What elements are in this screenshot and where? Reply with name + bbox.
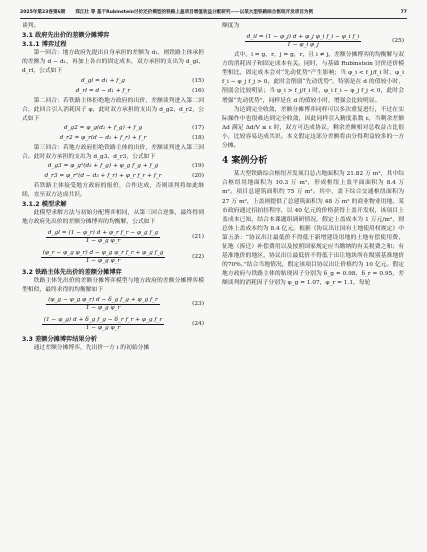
paragraph: 此模型求解方法与初始分配博弈相同，从第三回合逆推，最终得到地方政府先出价的差额分摊博弈的均衡解，公式如下: [22, 210, 204, 226]
paragraph: 第三回合：若地方政府拒绝铁路主体的出价，差额谈判进入第三回合。此时双方承担的支出为 d_g3、d_r3，公式如下: [22, 144, 204, 160]
equation-25: $\frac{\text{d\_il = (1 − φ\_j) d + φ\_j φ\_i f\_i − φ\_i f\_i}}{\text{1 − φ\_i φ\_j}}$ (25): [246, 33, 404, 48]
paragraph: 第一回合：地方政府先提出自身承担的差额为 d₁，则铁路主体承担的差额为 d − d₁，再加上各自的固定成本，双方承担的支出为 d_gl、d_rl，公式如下: [22, 50, 204, 75]
equation-22: $\frac{\text{(φ\_r − φ\_g φ\_r) d − φ\_g φ\_r f\_r + φ\_g f\_g}}{\text{1 − φ\_g φ\_r}}$ (22): [42, 250, 204, 264]
section-heading-3-2: 3.2 铁路主体先出价的差额分摊博弈: [22, 268, 122, 276]
paragraph: 某大型铁路综合枢纽开发项目总占地面积为 21.82 万 m²，其中综合枢纽用地面积为 10.3 万 m²，形成枢纽上盖平面面积为 8.4 万 m²。项目总建筑面积约 75 万 m²。其中，盖下综合交通枢纽面积为 27 万 m²，上盖则提供了总建筑面积为 48 万 m² 的商业物业用地。某市政府通过招拍挂程序，以 40 亿元的价格获得上盖开发权，该项目上盖成本已知，结合本课题组调研情况，假定上盖成本为 1 万元/m²，则总体上盖成本约为 8.4 亿元。根据《协议出让国有土地使用权规定》中第五条：“协议出让最低价不得低于新增建设用地的土地有偿使用费、征地（拆迁）补偿费用以及按照国家规定应当缴纳的有关税费之和；有基准地价的地区，协议出让最低价不得低于出让地块所在级别基准地价的70%。”结合当地情况，假定该项目协议出让价格约为 10 亿元。假定地方政府与铁路主体的贴现因子分别为 δ_g = 0.98，δ_r = 0.95，差额谈判的消耗因子分别为 φ_g = 1.07，φ_r = 1.1，每轮: [222, 171, 404, 287]
section-heading-3-1: 3.1 政府先出价的差额分摊博弈: [22, 32, 110, 40]
equation-17: d_g2 = φ_g(d₂ + f_g) + f_g (17): [63, 125, 204, 132]
paragraph: 若铁路主体接受地方政府的报价，合作达成，否则谈判将如此继续，直至双方达成共识。: [22, 183, 204, 199]
section-heading-4: 4 案例分析: [222, 156, 268, 167]
equation-16: d_rl = d − d₁ + f_r (16): [75, 88, 204, 95]
paragraph: 式中，i = g，r，j = g，r，且 i ≠ j。差额分摊博弈的均衡解与双方的消耗因子和固定成本有关。同时，与基础 Rubinstein 讨价还价模型相比，固定成本会对“先动优势”产生影响；当 φ_i < f_j/f_i 时，φ_i f_i − φ_j f_j > 0，此时会削弱“先动优势”，特别是在 d 的值较小时，削弱会比较明显；当 φ_i > f_j/f_i 时，φ_i f_i − φ_j f_j < 0，此时会增强“先动优势”，同样是在 d 的值较小时，增强会比较明显。: [222, 52, 404, 104]
paragraph: 额度为: [222, 23, 240, 29]
equation-21: $\frac{\text{d\_gl = (1 − φ\_r) d + φ\_r f\_r − φ\_g f\_g}}{\text{1 − φ\_g φ\_r}}$ (21): [47, 230, 204, 244]
section-heading-3-1-1: 3.1.1 博弈过程: [22, 41, 67, 49]
running-header: [20, 6, 407, 18]
equation-18: d_r2 = φ_r(d − d₂ + f_r) + f_r (18): [59, 135, 204, 142]
page-number: 77: [400, 9, 407, 15]
left-column: [22, 22, 204, 546]
journal-issue: 2025年第23卷第6期: [20, 10, 66, 15]
section-heading-3-3: 3.3 差额分摊博弈结果分析: [22, 335, 97, 343]
header-rule: [20, 18, 407, 19]
paragraph: 谈判。: [22, 23, 40, 29]
section-heading-3-1-2: 3.1.2 模型求解: [22, 201, 67, 209]
right-column: [222, 22, 404, 546]
paragraph: 第二回合：若铁路主体拒绝地方政府的出价，差额谈判进入第二回合，此回合引入消耗因子 φ，此时双方承担的支出为 d_g2、d_r2，公式如下: [22, 97, 204, 122]
paragraph: 通过差额分摊博弈，先出价一方 i 的初始分摊: [33, 344, 150, 351]
paragraph: 为达到完全收敛，差额分摊博弈同样可以多次重复进行，不过在实际操作中也很难达到完全收敛，因此同样引入精度系数 ε，当剩余差额 Δd 满足 Δd/V ≤ ε 时，双方可达成协议，剩余差额相对总收益占比很小，比较容易达成共识。本文假定这部分差额将由分得利益较多的一方分摊。: [222, 106, 404, 150]
equation-19: d_g3 = φ_g²(d₃ + f_g) + φ_g f_g + f_g (19): [47, 163, 204, 170]
equation-15: d_gl = d₁ + f_g (15): [80, 78, 204, 85]
paragraph: 铁路主体先出价的差额分摊博弈模型与地方政府的差额分摊博弈模型相似，最终求得的均衡解如下: [22, 277, 204, 293]
equation-20: d_r3 = φ_r²(d − d₃ + f_r) + φ_r f_r + f_r (20): [44, 173, 204, 180]
equation-23: $\frac{\text{(φ\_g − φ\_g φ\_r) d − δ\_g f\_g + φ\_g f\_r}}{\text{1 − φ\_g φ\_r}}$ (23): [48, 297, 204, 312]
article-running-title: 郑江壮 等 基于Rubinstein讨价还价模型的铁路上盖项目增值收益分配研究——以某大型铁路综合枢纽开发项目为例: [75, 10, 314, 15]
equation-24: $\frac{\text{(1 − φ\_g) d + δ\_g f\_g − δ\_r f\_r + φ\_g f\_r}}{\text{1 − φ\_g φ\_r}}$ (24): [43, 317, 204, 332]
